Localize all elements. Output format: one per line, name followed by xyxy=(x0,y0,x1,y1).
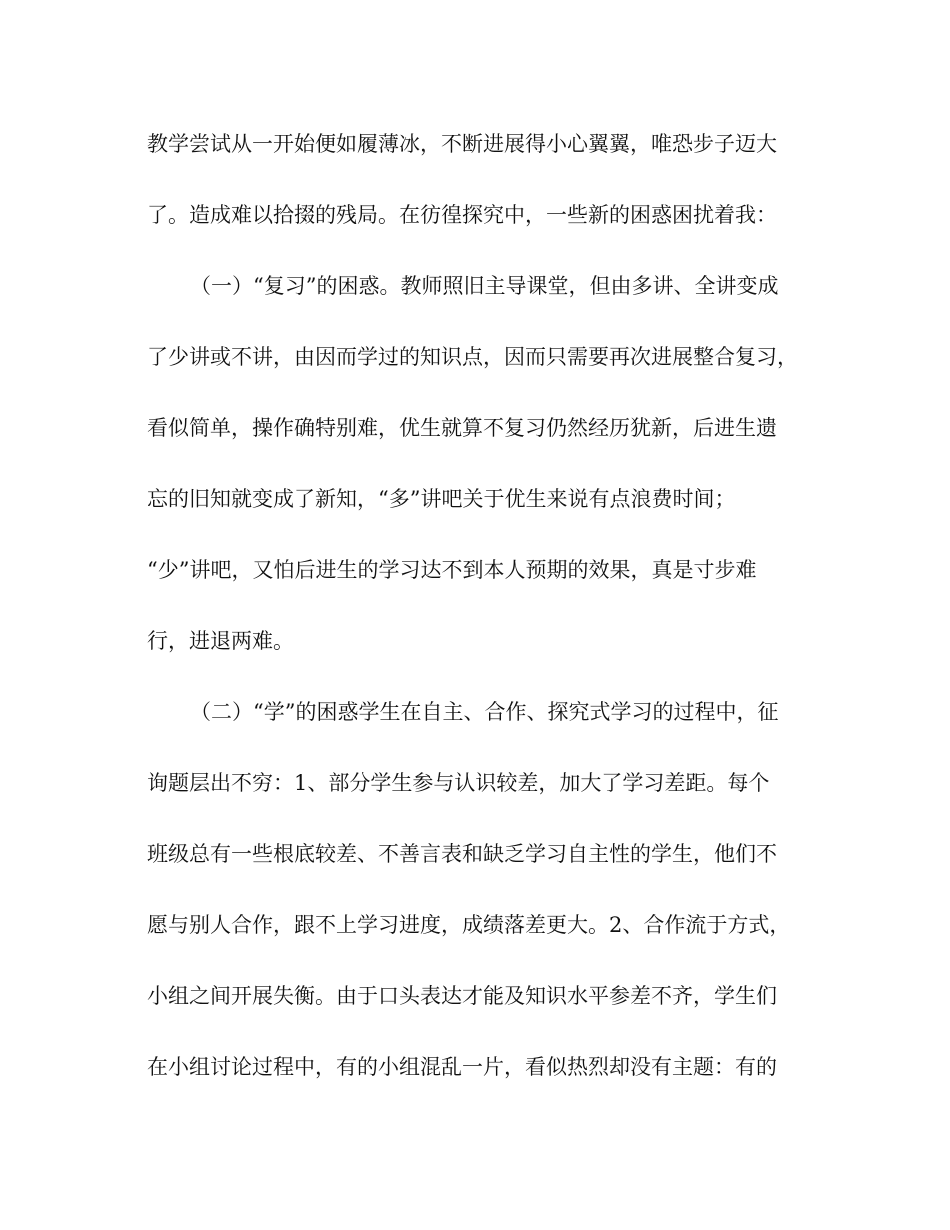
text-line-4: 了少讲或不讲，由因而学过的知识点，因而只需要再次进展整合复习， xyxy=(147,345,798,369)
paragraph-one-start: （一）“复习”的困惑。教师照旧主导课堂，但由多讲、全讲变成 xyxy=(190,274,779,298)
paragraph-two-start: （二）“学”的困惑学生在自主、合作、探究式学习的过程中，征 xyxy=(190,700,779,724)
text-line-8: 行，进退两难。 xyxy=(147,629,294,653)
text-line-13: 小组之间开展失衡。由于口头表达才能及知识水平参差不齐，学生们 xyxy=(147,984,777,1008)
text-line-5: 看似简单，操作确特别难，优生就算不复习仍然经历犹新，后进生遗 xyxy=(147,416,777,440)
text-line-10: 询题层出不穷：1、部分学生参与认识较差，加大了学习差距。每个 xyxy=(147,771,770,795)
text-line-6: 忘的旧知就变成了新知，“多”讲吧关于优生来说有点浪费时间； xyxy=(147,487,736,511)
text-line-7: “少”讲吧，又怕后进生的学习达不到本人预期的效果，真是寸步难 xyxy=(147,558,757,582)
text-line-14: 在小组讨论过程中，有的小组混乱一片，看似热烈却没有主题：有的 xyxy=(147,1055,777,1079)
text-line-12: 愿与别人合作，跟不上学习进度，成绩落差更大。2、合作流于方式， xyxy=(147,913,791,937)
text-line-1: 教学尝试从一开始便如履薄冰，不断进展得小心翼翼，唯恐步子迈大 xyxy=(147,132,777,156)
text-line-11: 班级总有一些根底较差、不善言表和缺乏学习自主性的学生，他们不 xyxy=(147,842,777,866)
text-line-2: 了。造成难以拾掇的残局。在彷徨探究中，一些新的困惑困扰着我： xyxy=(147,203,777,227)
